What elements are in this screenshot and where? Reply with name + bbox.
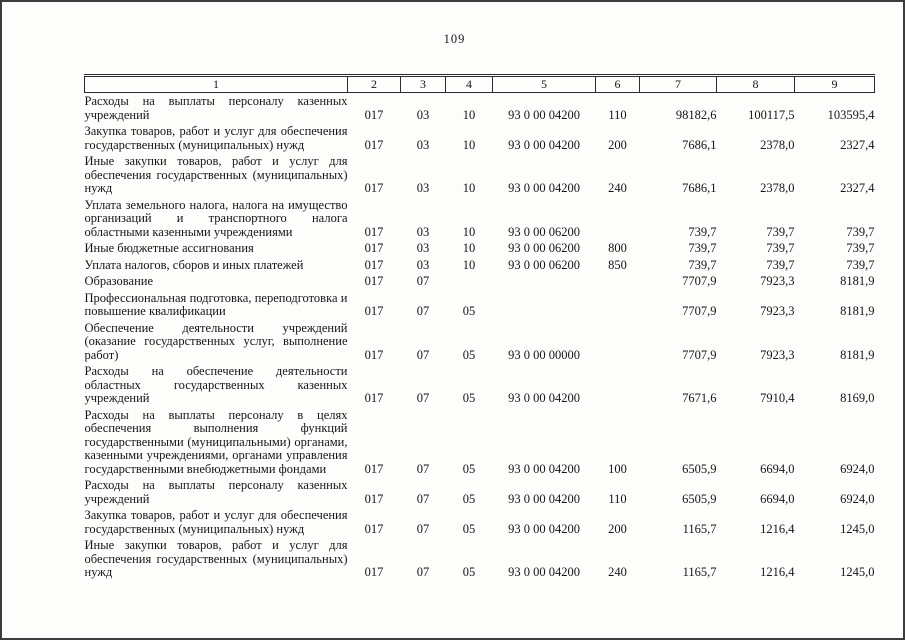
column-header: 4 <box>446 76 493 93</box>
cell-amount-year2: 7910,4 <box>760 391 795 405</box>
budget-table <box>84 74 875 581</box>
cell-description: Образование <box>84 274 154 288</box>
table-header-row <box>85 76 875 93</box>
cell-subsection-code: 05 <box>462 347 476 362</box>
cell-amount-year1: 739,7 <box>688 224 717 239</box>
cell-amount-year3: 103595,4 <box>827 107 875 122</box>
cell-section-code: 07 <box>416 461 430 476</box>
cell-amount-year3: 739,7 <box>846 241 875 255</box>
cell-expense-type: 240 <box>608 181 627 195</box>
cell-description: Расходы на выплаты персоналу в целях обеспечения выполнения функций государственными (муниципальными) органами, казенными учреждениями, органами управления государственными внебюджетными фондами <box>84 407 348 476</box>
cell-section-code: 07 <box>416 391 430 405</box>
column-header: 3 <box>401 76 446 93</box>
cell-amount-year3: 739,7 <box>846 224 875 239</box>
cell-agency-code: 017 <box>364 304 384 318</box>
cell-amount-year2: 1216,4 <box>760 521 795 536</box>
cell-amount-year2: 739,7 <box>766 241 795 255</box>
cell-agency-code: 017 <box>364 181 384 195</box>
cell-section-code: 07 <box>416 274 430 288</box>
cell-section-code: 03 <box>416 181 430 195</box>
cell-amount-year1: 7671,6 <box>682 391 717 405</box>
cell-agency-code: 017 <box>364 461 384 476</box>
column-header: 5 <box>493 76 596 93</box>
cell-expense-type: 110 <box>608 107 627 122</box>
table-row <box>85 273 875 290</box>
cell-section-code: 07 <box>416 304 430 318</box>
cell-amount-year2: 7923,3 <box>760 274 795 288</box>
cell-description: Закупка товаров, работ и услуг для обеспечения государственных (муниципальных) нужд <box>84 508 348 536</box>
cell-agency-code: 017 <box>364 241 384 255</box>
table-row <box>85 477 875 507</box>
cell-expense-type <box>596 290 640 320</box>
cell-subsection-code: 05 <box>462 521 476 536</box>
cell-amount-year3: 8181,9 <box>840 274 875 288</box>
cell-amount-year2: 100117,5 <box>748 107 795 122</box>
cell-expense-type: 100 <box>608 461 627 476</box>
cell-amount-year1: 7707,9 <box>682 347 717 362</box>
cell-target-article: 93 0 00 00000 <box>508 347 580 362</box>
column-header: 6 <box>596 76 640 93</box>
cell-section-code: 03 <box>416 241 430 255</box>
table-row <box>85 197 875 241</box>
cell-section-code: 07 <box>416 521 430 536</box>
cell-amount-year2: 2378,0 <box>760 137 795 152</box>
table-row <box>85 363 875 407</box>
cell-amount-year1: 98182,6 <box>675 107 717 122</box>
cell-expense-type <box>596 273 640 290</box>
cell-agency-code: 017 <box>364 137 384 152</box>
cell-amount-year1: 7707,9 <box>682 304 717 318</box>
table-row <box>85 407 875 478</box>
cell-agency-code: 017 <box>364 347 384 362</box>
cell-subsection-code: 05 <box>462 491 476 506</box>
cell-expense-type: 850 <box>608 257 627 272</box>
cell-agency-code: 017 <box>364 491 384 506</box>
cell-description: Обеспечение деятельности учреждений (оказание государственных услуг, выполнение работ) <box>84 320 348 362</box>
table-row <box>85 507 875 537</box>
cell-subsection-code: 05 <box>462 565 476 579</box>
cell-section-code: 07 <box>416 491 430 506</box>
cell-target-article: 93 0 00 06200 <box>508 241 580 255</box>
cell-subsection-code: 10 <box>462 257 476 272</box>
column-header: 2 <box>348 76 401 93</box>
table-row <box>85 153 875 197</box>
cell-amount-year2: 6694,0 <box>760 461 795 476</box>
column-header: 9 <box>795 76 875 93</box>
column-header: 1 <box>85 76 348 93</box>
cell-amount-year3: 2327,4 <box>840 181 875 195</box>
table-row <box>85 537 875 581</box>
cell-section-code: 07 <box>416 347 430 362</box>
cell-target-article: 93 0 00 06200 <box>508 224 580 239</box>
cell-amount-year2: 2378,0 <box>760 181 795 195</box>
cell-section-code: 03 <box>416 107 430 122</box>
cell-amount-year3: 1245,0 <box>840 521 875 536</box>
table-row <box>85 257 875 274</box>
cell-amount-year1: 1165,7 <box>682 565 717 579</box>
cell-target-article: 93 0 00 04200 <box>508 491 580 506</box>
cell-description: Закупка товаров, работ и услуг для обеспечения государственных (муниципальных) нужд <box>84 124 348 152</box>
cell-expense-type <box>596 363 640 407</box>
cell-target-article: 93 0 00 04200 <box>508 181 580 195</box>
cell-description: Профессиональная подготовка, переподготовка и повышение квалификации <box>84 290 348 318</box>
column-header: 8 <box>717 76 795 93</box>
cell-subsection-code: 10 <box>462 107 476 122</box>
table-row <box>85 93 875 124</box>
cell-amount-year3: 2327,4 <box>840 137 875 152</box>
cell-amount-year3: 8181,9 <box>840 347 875 362</box>
cell-target-article: 93 0 00 04200 <box>508 521 580 536</box>
column-header: 7 <box>640 76 717 93</box>
cell-expense-type: 110 <box>608 491 627 506</box>
cell-section-code: 03 <box>416 257 430 272</box>
cell-description: Уплата налогов, сборов и иных платежей <box>84 257 304 272</box>
cell-amount-year2: 7923,3 <box>760 347 795 362</box>
cell-subsection-code: 10 <box>462 224 476 239</box>
cell-target-article <box>493 273 596 290</box>
cell-expense-type: 240 <box>608 565 627 579</box>
cell-subsection-code: 05 <box>462 461 476 476</box>
cell-amount-year2: 1216,4 <box>760 565 795 579</box>
cell-expense-type: 800 <box>608 241 627 255</box>
cell-amount-year1: 739,7 <box>688 241 717 255</box>
cell-amount-year1: 1165,7 <box>682 521 717 536</box>
cell-section-code: 03 <box>416 137 430 152</box>
cell-subsection-code: 05 <box>462 304 476 318</box>
table-row <box>85 123 875 153</box>
table-row <box>85 240 875 257</box>
cell-agency-code: 017 <box>364 257 384 272</box>
cell-amount-year2: 739,7 <box>766 257 795 272</box>
cell-expense-type: 200 <box>608 521 627 536</box>
cell-expense-type <box>596 320 640 364</box>
cell-target-article: 93 0 00 04200 <box>508 391 580 405</box>
cell-description: Расходы на выплаты персоналу казенных учреждений <box>84 94 348 122</box>
cell-subsection-code: 05 <box>462 391 476 405</box>
cell-amount-year1: 7686,1 <box>682 137 717 152</box>
cell-amount-year2: 6694,0 <box>760 491 795 506</box>
cell-expense-type: 200 <box>608 137 627 152</box>
cell-description: Иные бюджетные ассигнования <box>84 241 254 255</box>
cell-subsection-code: 10 <box>462 137 476 152</box>
cell-target-article: 93 0 00 06200 <box>508 257 580 272</box>
cell-subsection-code: 10 <box>462 181 476 195</box>
cell-agency-code: 017 <box>364 521 384 536</box>
cell-amount-year1: 6505,9 <box>682 491 717 506</box>
cell-target-article: 93 0 00 04200 <box>508 137 580 152</box>
cell-expense-type <box>596 197 640 241</box>
page-number: 109 <box>443 32 466 46</box>
cell-agency-code: 017 <box>364 274 384 288</box>
cell-subsection-code: 10 <box>462 241 476 255</box>
cell-amount-year1: 7686,1 <box>682 181 717 195</box>
cell-section-code: 07 <box>416 565 430 579</box>
cell-amount-year3: 8181,9 <box>840 304 875 318</box>
table-row <box>85 320 875 364</box>
cell-subsection-code <box>446 273 493 290</box>
cell-agency-code: 017 <box>364 565 384 579</box>
cell-description: Иные закупки товаров, работ и услуг для обеспечения государственных (муниципальных) нужд <box>84 538 348 579</box>
cell-amount-year3: 6924,0 <box>840 461 875 476</box>
cell-amount-year1: 7707,9 <box>682 274 717 288</box>
cell-description: Иные закупки товаров, работ и услуг для обеспечения государственных (муниципальных) нужд <box>84 154 348 195</box>
cell-amount-year3: 1245,0 <box>840 565 875 579</box>
cell-agency-code: 017 <box>364 391 384 405</box>
cell-amount-year2: 7923,3 <box>760 304 795 318</box>
cell-section-code: 03 <box>416 224 430 239</box>
cell-amount-year2: 739,7 <box>766 224 795 239</box>
cell-description: Расходы на обеспечение деятельности областных государственных казенных учреждений <box>84 364 348 405</box>
cell-description: Уплата земельного налога, налога на имущество организаций и транспортного налога областными казенными учреждениями <box>84 197 348 239</box>
cell-amount-year3: 739,7 <box>846 257 875 272</box>
cell-target-article: 93 0 00 04200 <box>508 565 580 579</box>
cell-amount-year3: 6924,0 <box>840 491 875 506</box>
cell-agency-code: 017 <box>364 224 384 239</box>
cell-target-article: 93 0 00 04200 <box>508 107 580 122</box>
cell-agency-code: 017 <box>364 107 384 122</box>
cell-description: Расходы на выплаты персоналу казенных учреждений <box>84 478 348 506</box>
cell-target-article <box>493 290 596 320</box>
cell-amount-year1: 6505,9 <box>682 461 717 476</box>
cell-amount-year1: 739,7 <box>688 257 717 272</box>
cell-target-article: 93 0 00 04200 <box>508 461 580 476</box>
cell-amount-year3: 8169,0 <box>840 391 875 405</box>
table-row <box>85 290 875 320</box>
